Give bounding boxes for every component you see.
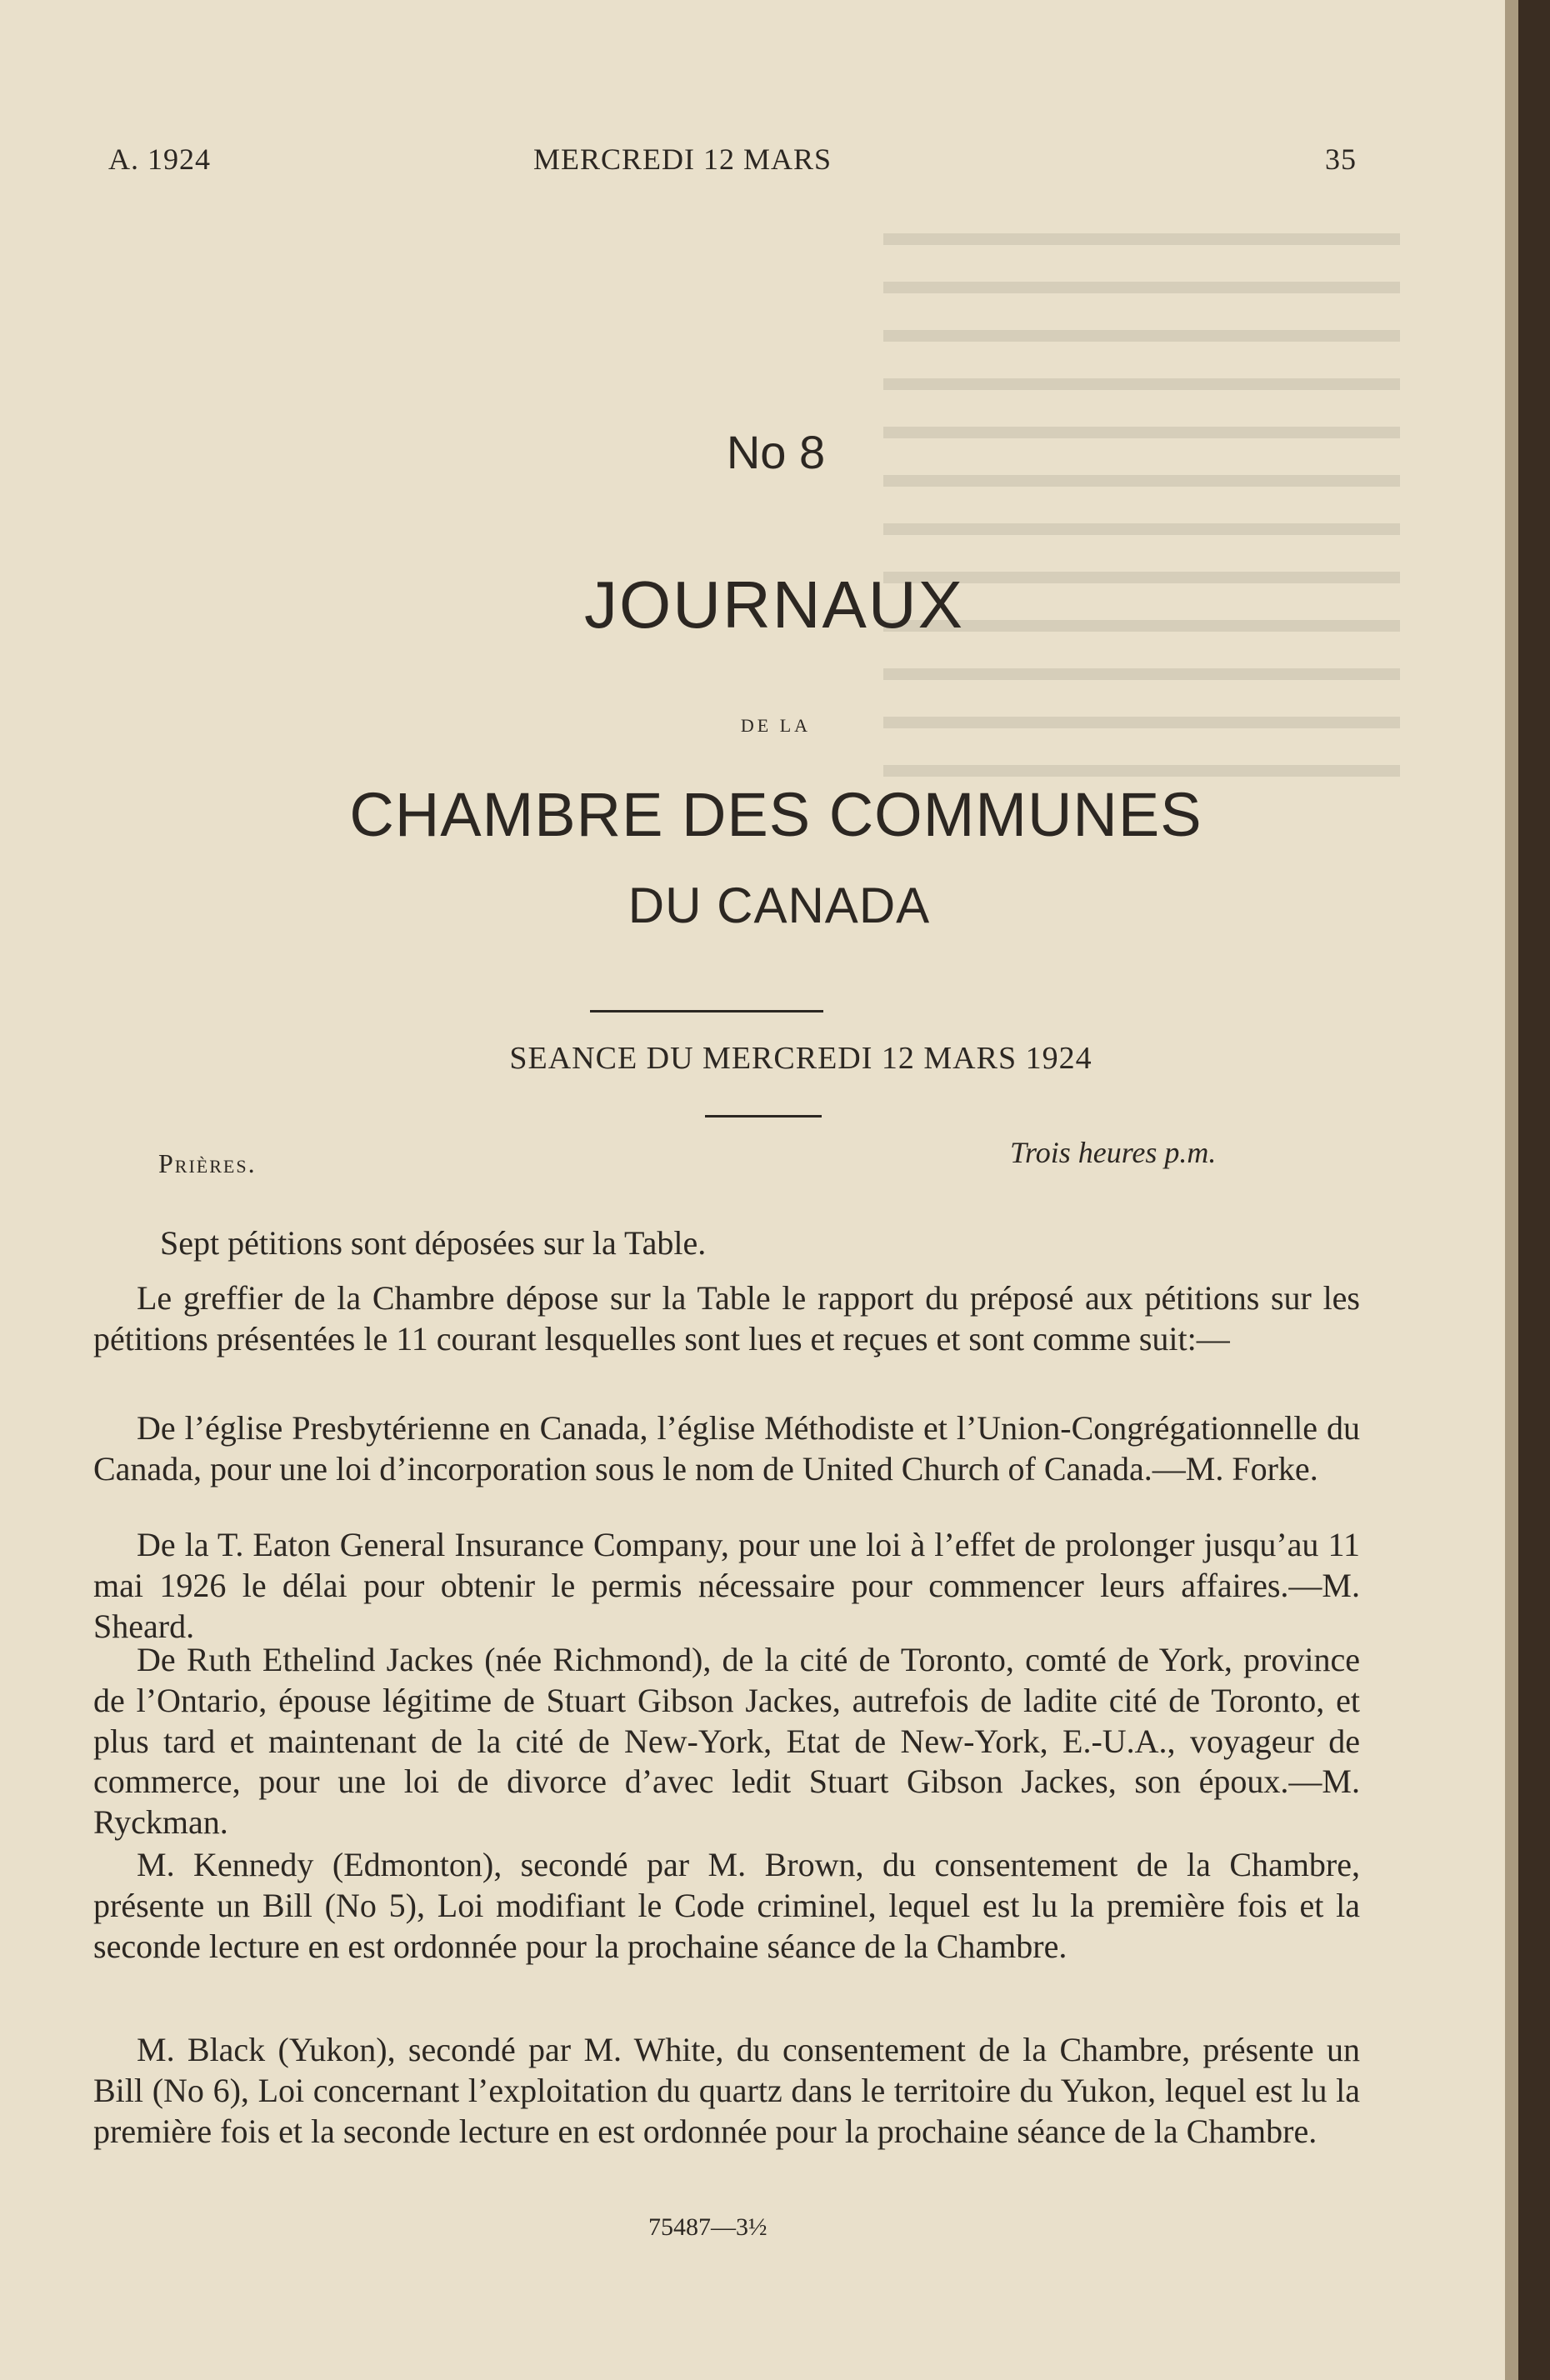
page-number: 35 bbox=[1325, 142, 1357, 176]
paragraph-jackes-divorce: De Ruth Ethelind Jackes (née Richmond), de la cité de Toronto, comté de York, province de l’Ontario, épouse légitime de Stuart Gibson Jackes, autrefois de ladite cité de Toronto, et plus tard et maintenant de la cité de New-York, Etat de New-York, E.-U.A., voyageur de commerce, pour une loi de divorce d’avec ledit Stuart Gibson Jackes, son époux.—M. Ryckman. bbox=[93, 1641, 1360, 1842]
prayers-label: Prières. bbox=[158, 1148, 257, 1178]
book-spine bbox=[1518, 0, 1550, 2380]
session-heading: SEANCE DU MERCREDI 12 MARS 1924 bbox=[509, 1041, 1092, 1076]
chamber-title: CHAMBRE DES COMMUNES bbox=[349, 780, 1202, 849]
paragraph-bill-6: M. Black (Yukon), secondé par M. White, du consentement de la Chambre, présente un Bill (No 6), Loi concernant l’exploitation du quartz dans le territoire du Yukon, lequel est lu la première fois et la seconde lecture en est ordonnée pour la prochaine séance de la Chambre. bbox=[93, 2031, 1360, 2150]
page-edge bbox=[1505, 0, 1518, 2380]
paragraph-clerk-report: Le greffier de la Chambre dépose sur la Table le rapport du préposé aux pétitions sur les pétitions présentées le 11 courant lesquelles sont lues et reçues et sont comme suit:— bbox=[93, 1279, 1360, 1358]
header-date: MERCREDI 12 MARS bbox=[533, 142, 832, 176]
paragraph-bill-5: M. Kennedy (Edmonton), secondé par M. Brown, du consentement de la Chambre, présente un Bill (No 5), Loi modifiant le Code criminel, lequel est lu la première fois et la seconde lecture en est ordonnée pour la prochaine séance de la Chambre. bbox=[93, 1846, 1360, 1965]
session-time: Trois heures p.m. bbox=[1010, 1136, 1217, 1169]
paragraph-petitions: Sept pétitions sont déposées sur la Table. bbox=[160, 1224, 707, 1262]
journal-number: No 8 bbox=[726, 426, 826, 478]
header-year: A. 1924 bbox=[108, 142, 211, 176]
paragraph-eaton-insurance: De la T. Eaton General Insurance Company, pour une loi à l’effet de prolonger jusqu’au 11 mai 1926 le délai pour obtenir le permis nécessaire pour commencer leurs affaires.—M. Sheard. bbox=[93, 1526, 1360, 1645]
paragraph-united-church: De l’église Presbytérienne en Canada, l’église Méthodiste et l’Union-Congrégationnelle du Canada, pour une loi d’incorporation sous le nom de United Church of Canada.—M. Forke. bbox=[93, 1409, 1360, 1488]
country-title: DU CANADA bbox=[628, 878, 931, 933]
top-rule bbox=[590, 1010, 823, 1012]
title-de-la: DE LA bbox=[740, 715, 812, 736]
journal-title: JOURNAUX bbox=[583, 568, 965, 642]
bottom-rule bbox=[705, 1115, 822, 1118]
printer-signature: 75487—3½ bbox=[648, 2213, 768, 2241]
